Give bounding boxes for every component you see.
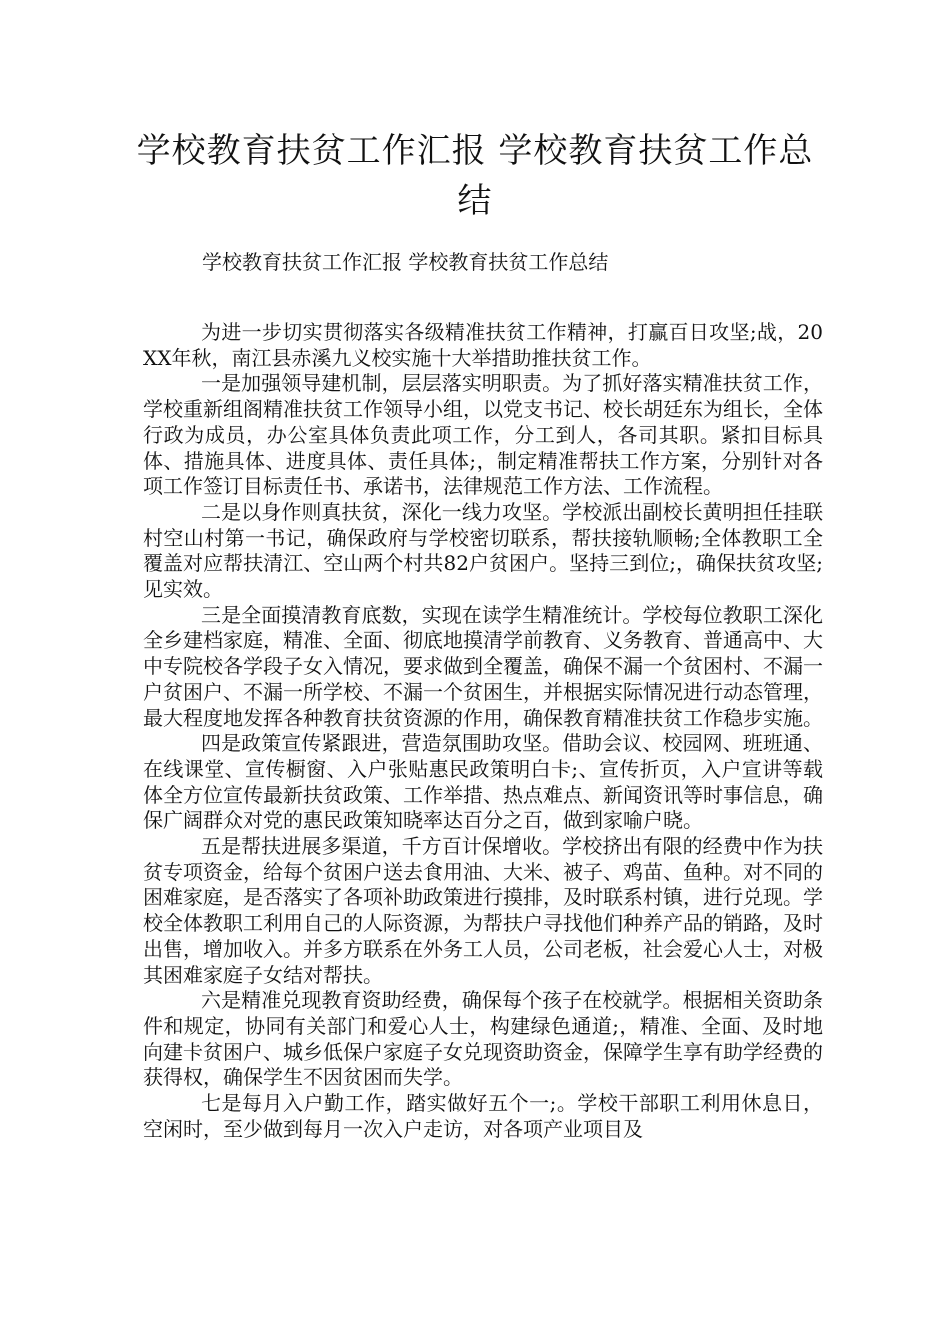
paragraph-measure-2: 二是以身作则真扶贫，深化一线力攻坚。学校派出副校长黄明担任挂联村空山村第一书记，确保政府与学校密切联系，帮扶接轨顺畅;全体教职工全覆盖对应帮扶清江、空山两个村共82户贫困户。坚持三到位;，确保扶贫攻坚;见实效。 [143, 499, 823, 602]
paragraph-measure-3: 三是全面摸清教育底数，实现在读学生精准统计。学校每位教职工深化全乡建档家庭，精准、全面、彻底地摸清学前教育、义务教育、普通高中、大中专院校各学段子女入情况，要求做到全覆盖，确保不漏一个贫困村、不漏一户贫困户、不漏一所学校、不漏一个贫困生，并根据实际情况进行动态管理，最大程度地发挥各种教育扶贫资源的作用，确保教育精准扶贫工作稳步实施。 [143, 602, 823, 730]
paragraph-measure-5: 五是帮扶进展多渠道，千方百计保增收。学校挤出有限的经费中作为扶贫专项资金，给每个贫困户送去食用油、大米、被子、鸡苗、鱼种。对不同的困难家庭，是否落实了各项补助政策进行摸排，及时联系村镇，进行兑现。学校全体教职工利用自己的人际资源，为帮扶户寻找他们种养产品的销路，及时出售，增加收入。并多方联系在外务工人员，公司老板，社会爱心人士，对极其困难家庭子女结对帮扶。 [143, 834, 823, 987]
paragraph-measure-4: 四是政策宣传紧跟进，营造氛围助攻坚。借助会议、校园网、班班通、在线课堂、宣传橱窗、入户张贴惠民政策明白卡;、宣传折页，入户宣讲等载体全方位宣传最新扶贫政策、工作举措、热点难点、新闻资讯等时事信息，确保广阔群众对党的惠民政策知晓率达百分之百，做到家喻户晓。 [143, 731, 823, 833]
paragraph-measure-6: 六是精准兑现教育资助经费，确保每个孩子在校就学。根据相关资助条件和规定，协同有关部门和爱心人士，构建绿色通道;，精准、全面、及时地向建卡贫困户、城乡低保户家庭子女兑现资助资金，保障学生享有助学经费的获得权，确保学生不因贫困而失学。 [143, 988, 823, 1090]
paragraph-measure-1: 一是加强领导建机制，层层落实明职责。为了抓好落实精准扶贫工作，学校重新组阁精准扶贫工作领导小组，以党支书记、校长胡廷东为组长，全体行政为成员，办公室具体负责此项工作，分工到人，各司其职。紧扣目标具体、措施具体、进度具体、责任具体;，制定精准帮扶工作方案，分别针对各项工作签订目标责任书、承诺书，法律规范工作方法、工作流程。 [143, 371, 823, 499]
document-title: 学校教育扶贫工作汇报 学校教育扶贫工作总结 [136, 131, 814, 221]
document-body [143, 320, 823, 1143]
paragraph-measure-7: 七是每月入户勤工作，踏实做好五个一;。学校干部职工利用休息日，空闲时，至少做到每月一次入户走访，对各项产业项目及 [143, 1091, 823, 1141]
paragraph-intro: 为进一步切实贯彻落实各级精准扶贫工作精神，打赢百日攻坚;战，20XX年秋，南江县赤溪九义校实施十大举措助推扶贫工作。 [143, 320, 823, 370]
document-subtitle: 学校教育扶贫工作汇报 学校教育扶贫工作总结 [202, 250, 609, 274]
